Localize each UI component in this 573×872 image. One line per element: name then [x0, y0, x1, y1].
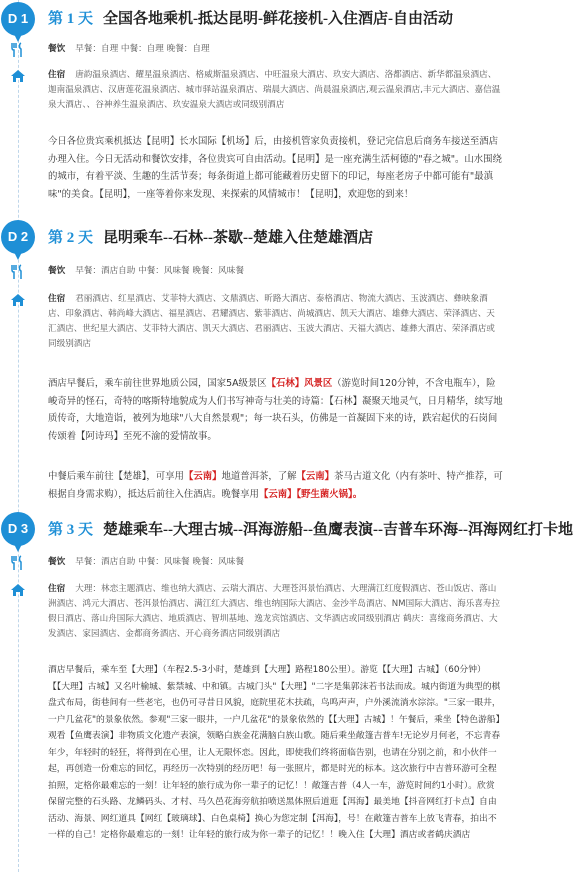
- house-icon: [10, 292, 26, 308]
- timeline-line: [18, 0, 20, 872]
- day-route: 昆明乘车--石林--茶歇--楚雄入住楚雄酒店: [103, 230, 373, 246]
- house-icon: [10, 68, 26, 84]
- day-description: 酒店早餐后，乘车至【大理】（车程2.5-3小时，楚雄到【大理】路程180公里）。游览【【大理】古城】（60分钟）【【大理】古城】又名叶榆城、紫禁城、中和镇。古城门头"【大理】"二字是集郭沫若书法而成。城内街道为典型的棋盘式布局，街巷间有一些老宅，也仍可寻昔日风貌，庭院里花木扶疏，鸟鸣声声，户外溪流淌水淙淙。"三家一眼井，一户几盆花"的景象依然。参观"三家一眼井，一户几盆花"的景象依然的【【大理】古城】！午餐后，乘坐【特色游船】观看【鱼鹰表演】非物质文化遗产表演，领略白族金花满脑白族山歌。随后乘坐敞篷吉普车!无论岁月何老，不忘青春年少，年轻时的轻狂，将得到在心里，让人无限怀恋。因此，即使我们终将面临告别，也请在分别之前，和小伙伴一起，再创造一份难忘的回忆，再经历一次特别的经历吧！每一张照片，都是时光的标本。这次旅行中吉普环游可全程拍照，定格你最难忘的一刻！让年轻的旅行成为你一辈子的记忆！！敞篷吉普（4人一车，游览时间约1小时）。欣赏保留完整的石头路、龙鳞码头、才村、马久邑花海旁航拍喷送黑体照后道逛【洱海】最美地【抖音网红打卡点】自由活动、海景、网红道具【网红【玻璃球】、白色桌椅】换心为您定制【洱海】，号！在敞篷吉普车上放飞青春，拍出不一样的自己！定格你最难忘的一刻！让年轻的旅行成为你一辈子的记忆！！晚入住【大理】酒店或者鹤庆酒店: [48, 665, 501, 840]
- day-number: 第 1 天: [48, 11, 94, 27]
- day-description: 酒店早餐后，乘车前往世界地质公园，国家5A级景区【石林】风景区（游览时间120分钟，不含电瓶车），险峻奇异的怪石，奇特的喀斯特地貌成为人们书写神奇与壮美的诗篇：【石林】凝聚天地灵气，日月精华，续写地质传奇，大地造诣，被列为地球"八大自然景观"；每一块石头，仿佛是一首凝固下来的诗，跌宕起伏的石岗间传颂着【阿诗玛】至死不渝的爱情故事。: [48, 378, 503, 442]
- day-badge: D 2: [1, 220, 35, 254]
- meals-row: 餐饮 早餐：自理 中餐：自理 晚餐：自理: [48, 44, 210, 54]
- fork-knife-icon: [10, 42, 26, 58]
- day-title: [48, 226, 373, 247]
- fork-knife-icon: [10, 555, 26, 571]
- fork-knife-icon: [10, 264, 26, 280]
- day-description-2: 中餐后乘车前往【楚雄】，可享用【云南】地道普洱茶，了解【云南】茶马古道文化（内有茶叶、特产推荐，可根据自身需求购），抵达后前往入住酒店。晚餐享用【云南】【野生菌火锅】。: [48, 471, 503, 500]
- day-description: 今日各位贵宾乘机抵达【昆明】长水国际【机场】后，由接机管家负责接机，登记完信息后商务车接送至酒店办理入住。今日无活动和餐饮安排，各位贵宾可自由活动。【昆明】是一座充满生活柯德的"春之城"。山水围绕的城市，有着平淡、生趣的生活节奏；每条街道上都可能藏着历史留下的印记，每座老房子中都可能有"最滇味"的美食。【昆明】，一座等着你来发现、来探索的风情城市！【昆明】，欢迎您的到来！: [48, 136, 502, 200]
- day-badge: D 1: [1, 2, 35, 36]
- hotel-row: 住宿 君丽酒店、红星酒店、艾菲特大酒店、文鼎酒店、昕路大酒店、泰格酒店、物流大酒店、玉波酒店、彝映象酒店、印象酒店、韩尚峰大酒店、福星酒店、君耀酒店、紫菲酒店、尚城酒店、凯天大酒店、雄彝大酒店、荣泽酒店、天汇酒店、世纪星大酒店、艾菲特大酒店、凯天大酒店、君丽酒店、玉波大酒店、天福大酒店、雄彝大酒店、荣泽酒店或同级别酒店: [48, 294, 495, 349]
- meals-row: 餐饮 早餐：酒店自助 中餐：风味餐 晚餐：风味餐: [48, 266, 244, 276]
- hotel-row: 住宿 唐韵温泉酒店、耀星温泉酒店、格威斯温泉酒店、中旺温泉大酒店、玖安大酒店、洛都酒店、新华都温泉酒店、迦南温泉酒店、汉唐莲花温泉酒店、城市驿站温泉酒店、瑞晨大酒店、尚晨温泉酒店,观云温泉酒店,丰元大酒店、嘉信温泉大酒店、、谷神养生温泉酒店、玖安温泉大酒店或同级别酒店: [48, 70, 501, 110]
- day-badge: D 3: [1, 512, 35, 546]
- meals-row: 餐饮 早餐：酒店自助 中餐：风味餐 晚餐：风味餐: [48, 557, 244, 567]
- day-route: 楚雄乘车--大理古城--洱海游船--鱼鹰表演--吉普车环海--洱海网红打卡地: [103, 522, 573, 538]
- day-title: [48, 518, 573, 539]
- day-number: 第 2 天: [48, 230, 94, 246]
- hotel-row: 住宿 大理：林恋主题酒店、维也纳大酒店、云瑞大酒店、大理苍洱景怡酒店、大理满江红度假酒店、苍山饭店、落山洲酒店、鸿元大酒店、苍洱景怡酒店、满江红大酒店、维也纳国际大酒店、金沙半岛酒店、NM国际大酒店、海乐喜寿拉假日酒店、落山舟国际大酒店、地质酒店、智圳基地、逸龙宾馆酒店、文华酒店或同级别酒店 鹤庆：喜缘商务酒店、大发酒店、家园酒店、金都商务酒店、开心商务酒店同级别酒店: [48, 584, 501, 639]
- day-number: 第 3 天: [48, 522, 94, 538]
- house-icon: [10, 582, 26, 598]
- day-title: [48, 7, 453, 28]
- day-route: 全国各地乘机-抵达昆明-鲜花接机-入住酒店-自由活动: [103, 11, 453, 27]
